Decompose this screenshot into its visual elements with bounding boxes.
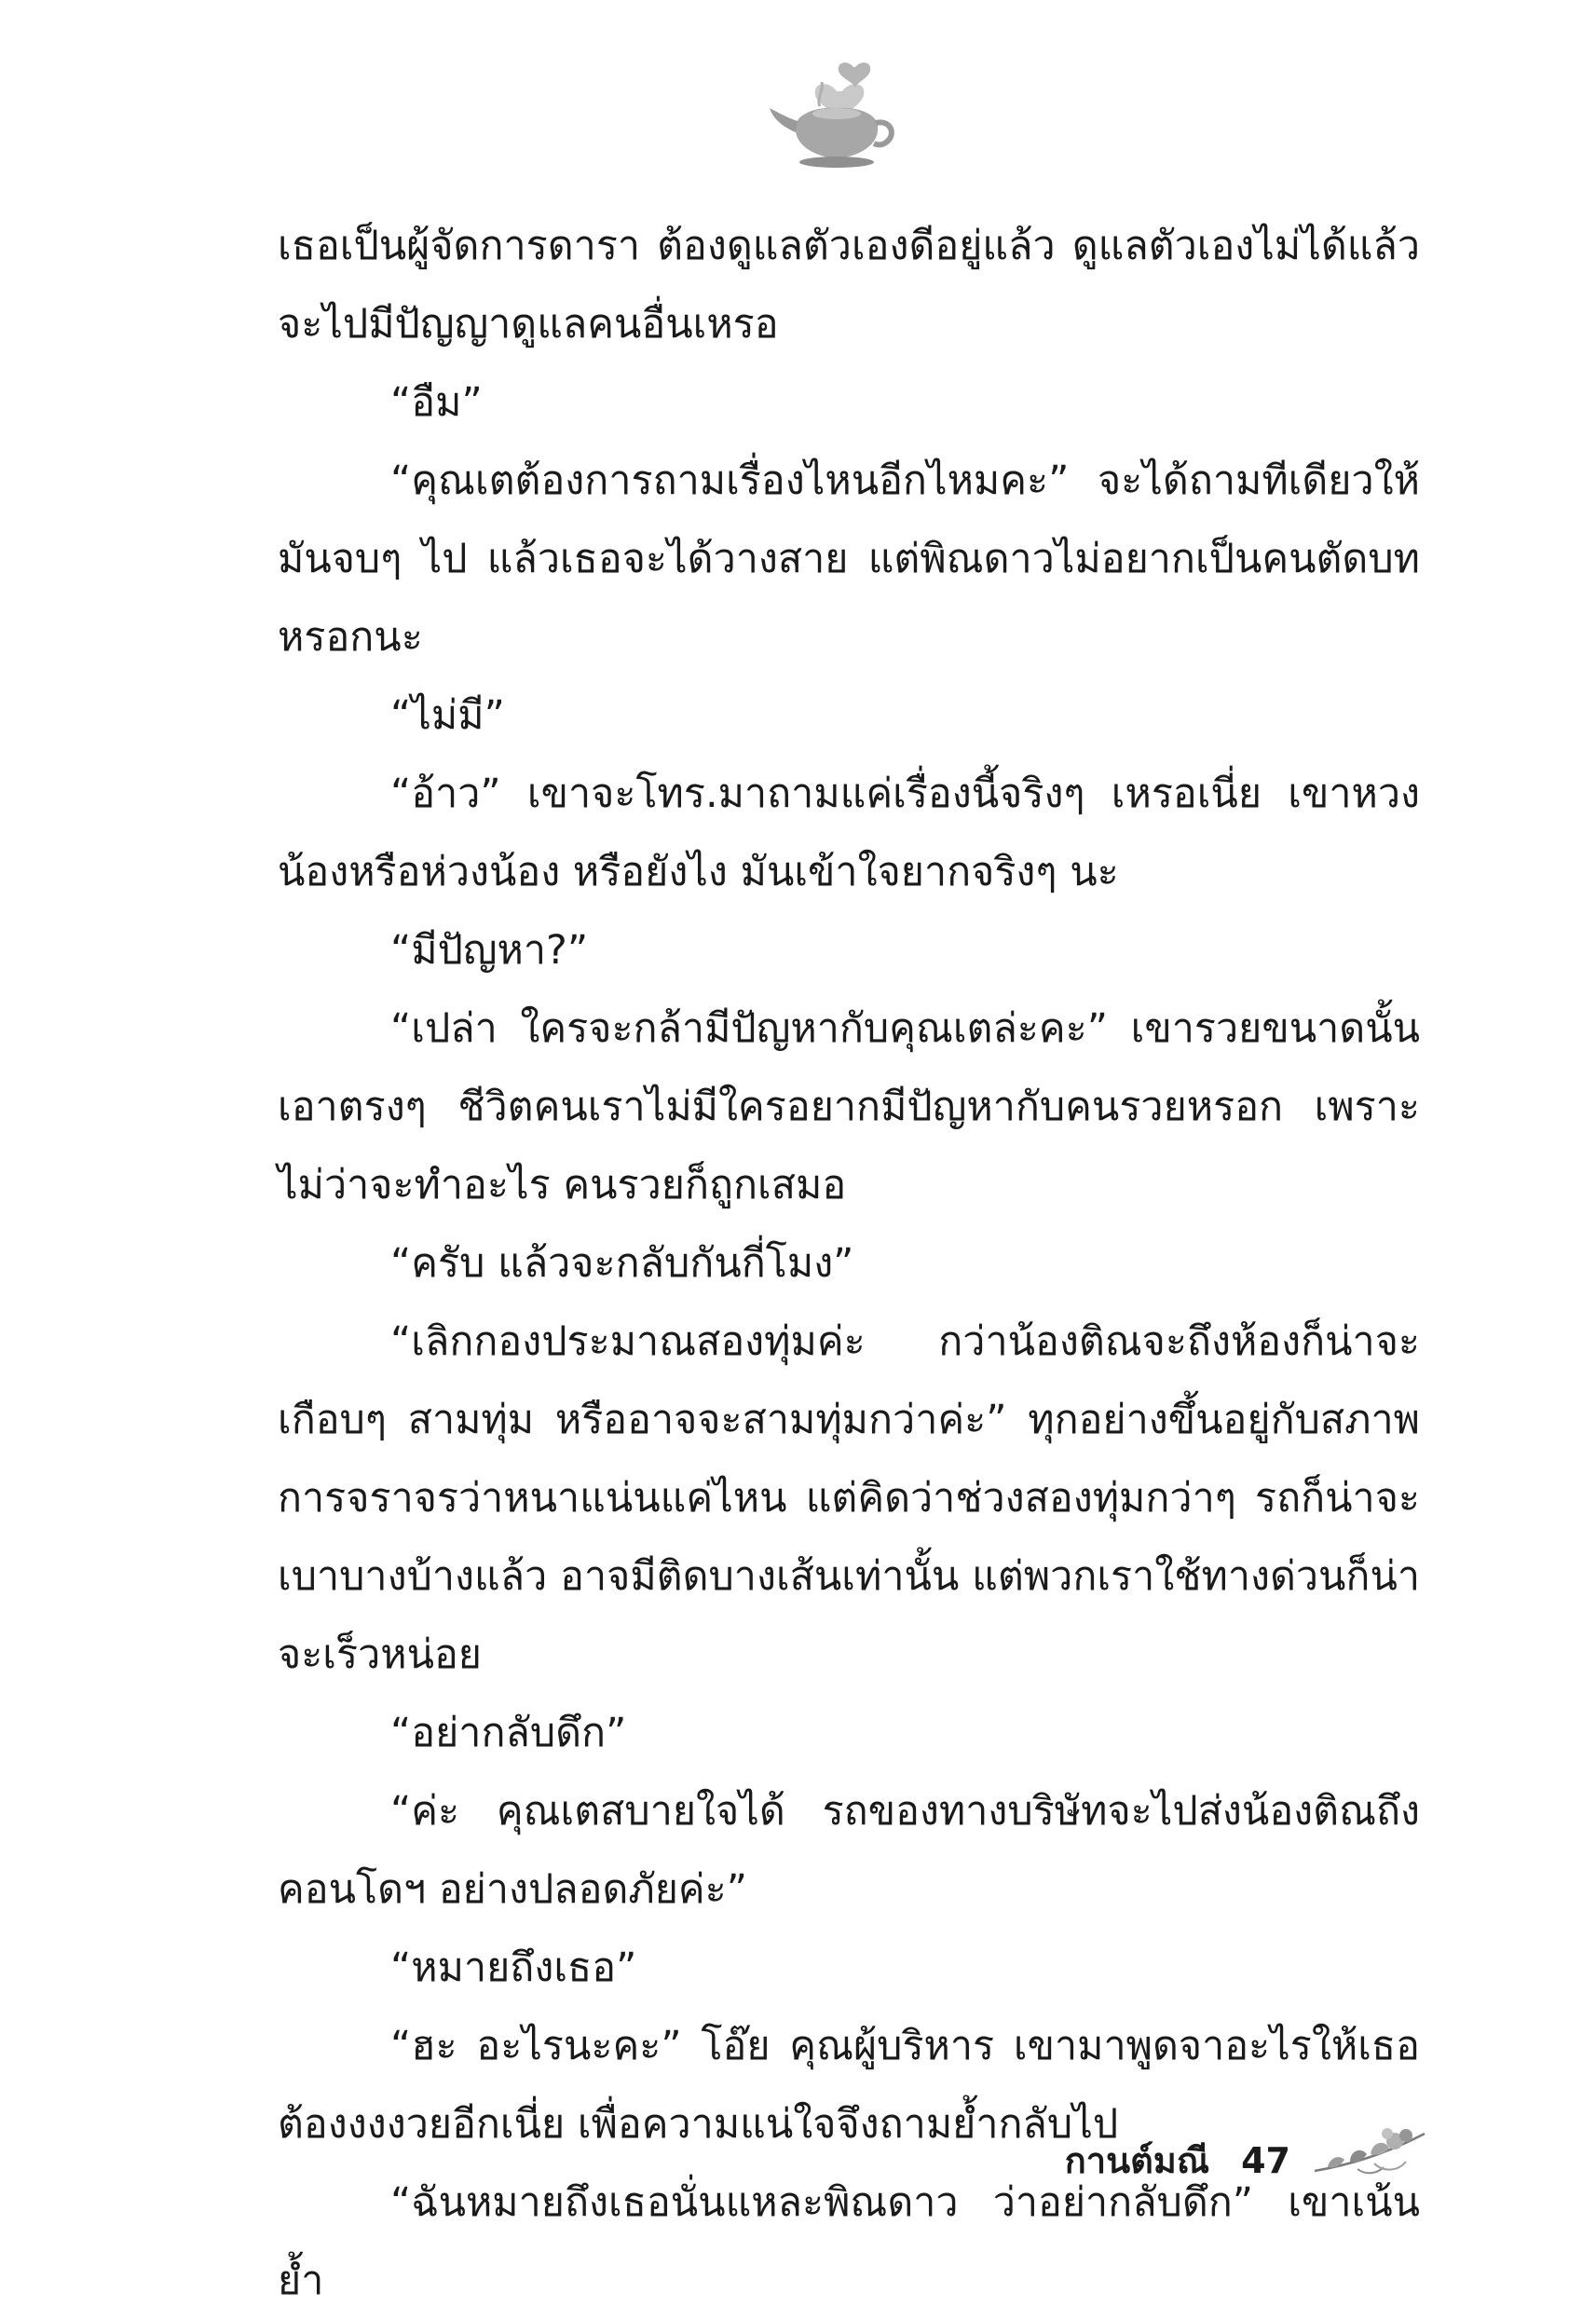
paragraph: “ฮะ อะไรนะคะ” โอ๊ย คุณผู้บริหาร เขามาพูดจาอะไรให้เธอต้องงงงวยอีกเนี่ย เพื่อความแน่ใจจึงถามย้ำกลับไป	[278, 2023, 1420, 2148]
page-footer	[1065, 2132, 1290, 2189]
paragraph: “เปล่า ใครจะกล้ามีปัญหากับคุณเตล่ะคะ” เขารวยขนาดนั้นเอาตรงๆ ชีวิตคนเราไม่มีใครอยากมีปัญหากับคนรวยหรอก เพราะไม่ว่าจะทำอะไร คนรวยก็ถูกเสมอ	[278, 1005, 1420, 1208]
paragraph: “ค่ะ คุณเตสบายใจได้ รถของทางบริษัทจะไปส่งน้องติณถึงคอนโดฯ อย่างปลอดภัยค่ะ”	[278, 1788, 1420, 1913]
page-number: 47	[1241, 2140, 1290, 2181]
paragraph: “ไม่มี”	[390, 692, 505, 739]
paragraph: “อ้าว” เขาจะโทร.มาถามแค่เรื่องนี้จริงๆ เหรอเนี่ย เขาหวงน้องหรือห่วงน้อง หรือยังไง มันเข้าใจยากจริงๆ นะ	[278, 771, 1420, 895]
paragraph: “ฉันหมายถึงเธอนั่นแหละพิณดาว ว่าอย่ากลับดึก” เขาเน้นย้ำ	[278, 2179, 1420, 2304]
paragraph: “หมายถึงเธอ”	[390, 1945, 637, 1991]
paragraph: “ครับ แล้วจะกลับกันกี่โมง”	[390, 1240, 854, 1287]
paragraph: “มีปัญหา?”	[390, 927, 589, 974]
paragraph: “เลิกกองประมาณสองทุ่มค่ะ กว่าน้องติณจะถึงห้องก็น่าจะเกือบๆ สามทุ่ม หรืออาจจะสามทุ่มกว่าค่ะ” ทุกอย่างขึ้นอยู่กับสภาพการจราจรว่าหนาแน่นแค่ไหน แต่คิดว่าช่วงสองทุ่มกว่าๆ รถก็น่าจะเบาบางบ้างแล้ว อาจมีติดบางเส้นเท่านั้น แต่พวกเราใช้ทางด่วนก็น่าจะเร็วหน่อย	[278, 1318, 1420, 1678]
body-text	[278, 207, 1420, 2320]
book-title: กานต์มณี	[1064, 2140, 1210, 2181]
teapot-heart-ornament-icon	[764, 54, 904, 175]
paragraph: เธอเป็นผู้จัดการดารา ต้องดูแลตัวเองดีอยู่แล้ว ดูแลตัวเองไม่ได้แล้วจะไปมีปัญญาดูแลคนอื่นเหรอ	[278, 223, 1420, 348]
paragraph: “อย่ากลับดึก”	[390, 1710, 627, 1756]
paragraph: “คุณเตต้องการถามเรื่องไหนอีกไหมคะ” จะได้ถามทีเดียวให้มันจบๆ ไป แล้วเธอจะได้วางสาย แต่พิณดาวไม่อยากเป็นคนตัดบทหรอกนะ	[278, 457, 1420, 661]
paragraph: “อืม”	[390, 379, 483, 426]
flower-sprig-ornament-icon	[1309, 2113, 1430, 2188]
